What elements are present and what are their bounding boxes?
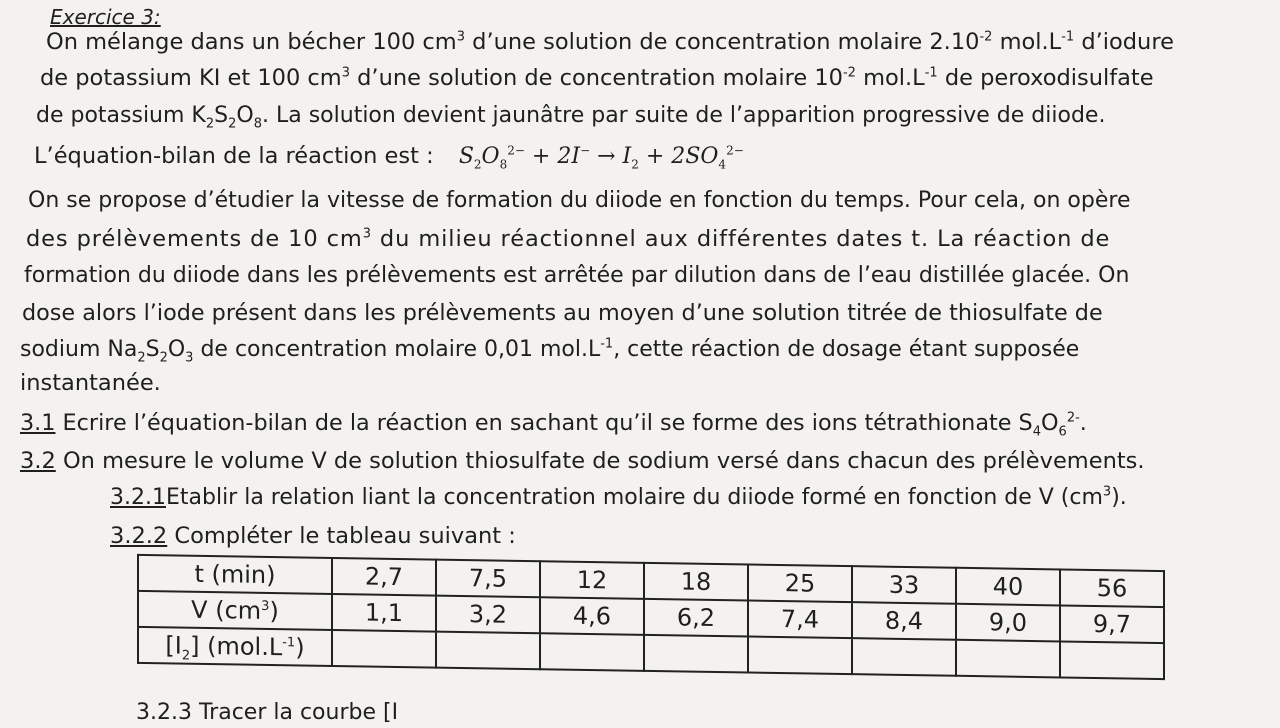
table-cell-empty bbox=[644, 635, 748, 673]
exercise-title: Exercice 3: bbox=[50, 5, 161, 29]
table-cell-empty bbox=[956, 640, 1060, 678]
table-cell-empty bbox=[1060, 641, 1164, 679]
table-cell: 8,4 bbox=[852, 602, 956, 640]
para1-line-2: de potassium KI et 100 $cm^3$ d’une solution de concentration molaire $10^{-2}$ $mol.L^{-1}$ de peroxodisulfate bbox=[40, 65, 1154, 91]
table-cell-empty bbox=[852, 638, 956, 676]
question-3-2-1: 3.2.1Etablir la relation liant la concentration molaire du diiode formé en fonction de V $(cm^3)$. bbox=[110, 484, 1127, 510]
table-cell: 56 bbox=[1060, 569, 1164, 607]
para2-line-2: des prélèvements de 10 $cm^3$ du milieu réactionnel aux différentes dates t. La réaction de bbox=[26, 226, 1111, 252]
table-cell: 4,6 bbox=[540, 597, 644, 635]
row-label-concentration: $[I_2]$ $(mol.L^{-1})$ bbox=[138, 627, 332, 666]
table-cell: 7,5 bbox=[436, 560, 540, 598]
table-cell: 1,1 bbox=[332, 594, 436, 632]
row-label-volume: V $(cm^3)$ bbox=[138, 591, 332, 630]
table-cell: 18 bbox=[644, 563, 748, 601]
question-3-2: 3.2 On mesure le volume V de solution thiosulfate de sodium versé dans chacun des prélèvements. bbox=[20, 448, 1145, 474]
table-cell: 6,2 bbox=[644, 599, 748, 637]
table-cell: 9,0 bbox=[956, 604, 1060, 642]
table-cell: 33 bbox=[852, 566, 956, 604]
table-cell: 25 bbox=[748, 565, 852, 603]
para2-line-3: formation du diiode dans les prélèvements est arrêtée par dilution dans de l’eau distillée glacée. On bbox=[24, 263, 1130, 288]
equation-label: L’équation-bilan de la réaction est : bbox=[34, 143, 434, 169]
table-cell-empty bbox=[540, 633, 644, 671]
equation-line bbox=[34, 141, 744, 172]
table-cell: 9,7 bbox=[1060, 605, 1164, 643]
para2-line-1: On se propose d’étudier la vitesse de formation du diiode en fonction du temps. Pour cela, on opère bbox=[28, 188, 1131, 213]
question-3-2-3: 3.2.3 Tracer la courbe [I bbox=[136, 700, 399, 725]
table-cell-empty bbox=[332, 630, 436, 668]
table-cell: 12 bbox=[540, 561, 644, 599]
table-cell: 7,4 bbox=[748, 601, 852, 639]
table-cell: 40 bbox=[956, 568, 1060, 606]
para2-line-5: sodium $Na_2S_2O_3$ de concentration molaire 0,01 $mol.L^{-1}$, cette réaction de dosage étant supposée bbox=[20, 336, 1080, 366]
question-3-2-2: 3.2.2 Compléter le tableau suivant : bbox=[110, 523, 516, 549]
table-cell: 3,2 bbox=[436, 596, 540, 634]
table-cell: 2,7 bbox=[332, 558, 436, 596]
para1-line-1: On mélange dans un bécher 100 $cm^3$ d’une solution de concentration molaire $2.10^{-2}$ $mol.L^{-1}$ d’iodure bbox=[46, 29, 1174, 55]
data-table bbox=[137, 554, 1165, 680]
table-cell-empty bbox=[436, 632, 540, 670]
table-cell-empty bbox=[748, 637, 852, 675]
row-label-time: t (min) bbox=[138, 555, 332, 594]
para2-line-4: dose alors l’iode présent dans les prélèvements au moyen d’une solution titrée de thiosulfate de bbox=[22, 300, 1103, 326]
question-3-1: 3.1 Ecrire l’équation-bilan de la réaction en sachant qu’il se forme des ions tétrathionate $S_4O_6^{2-}$. bbox=[20, 410, 1087, 440]
para2-line-6: instantanée. bbox=[20, 370, 161, 396]
para1-line-3: de potassium $K_2S_2O_8$. La solution devient jaunâtre par suite de l’apparition progressive de diiode. bbox=[36, 103, 1106, 132]
reaction-equation: $S_2O_8^{2-} + 2I^- \to I_2 + 2SO_4^{2-}$ bbox=[458, 143, 744, 172]
